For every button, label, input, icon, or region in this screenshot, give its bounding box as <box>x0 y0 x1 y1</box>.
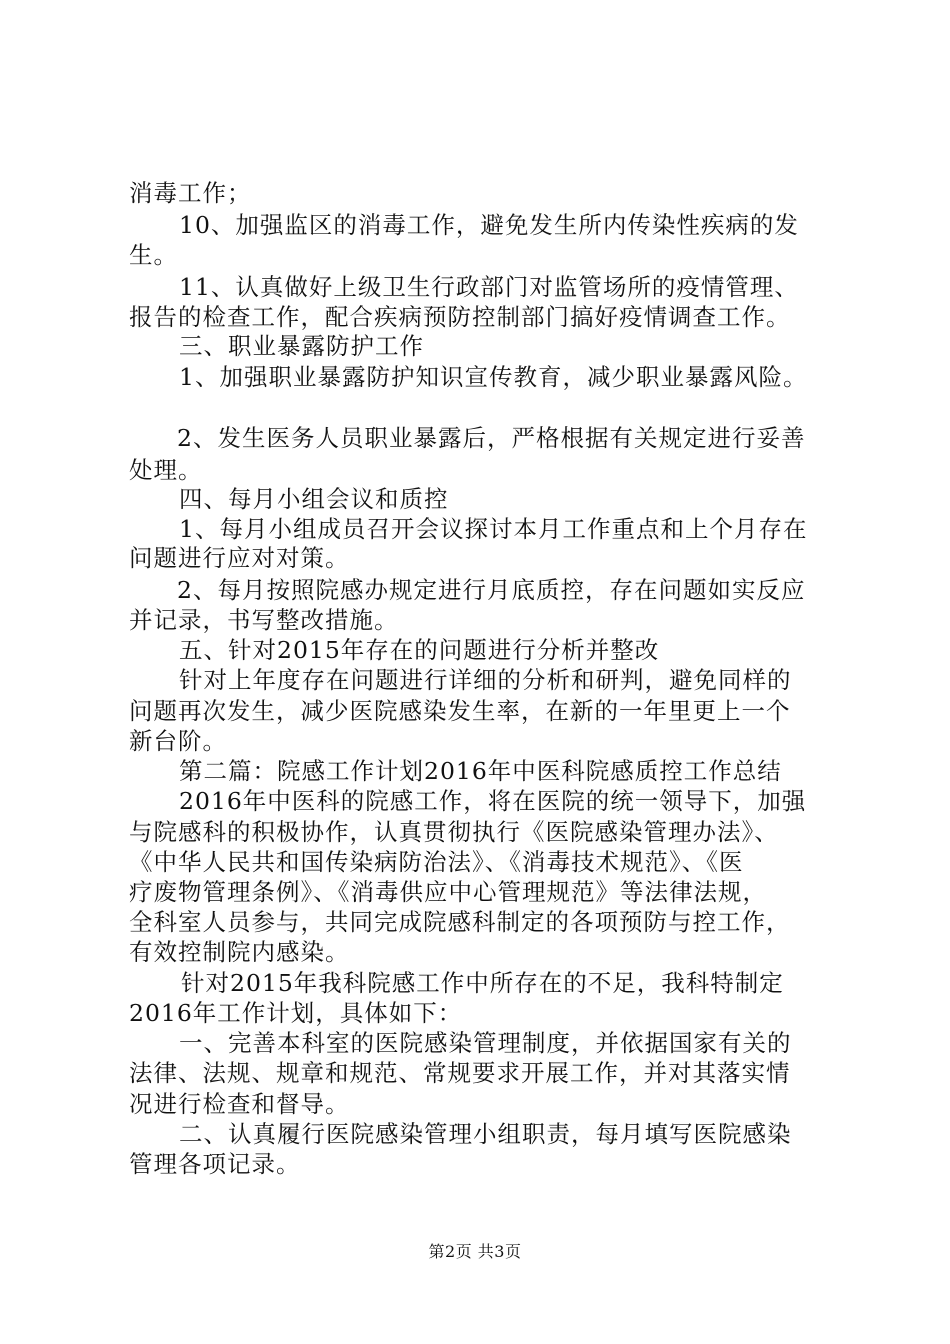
body-text-line: 11、认真做好上级卫生行政部门对监管场所的疫情管理、 <box>179 273 799 301</box>
body-text-line: 问题进行应对对策。 <box>129 544 350 572</box>
section-heading: 五、针对2015年存在的问题进行分析并整改 <box>179 636 660 664</box>
section-heading: 四、每月小组会议和质控 <box>179 485 449 513</box>
body-text-line: 与院感科的积极协作，认真贯彻执行《医院感染管理办法》、 <box>129 818 779 846</box>
body-text-line: 并记录，书写整改措施。 <box>129 606 399 634</box>
body-text-line: 二、认真履行医院感染管理小组职责，每月填写医院感染 <box>179 1120 792 1148</box>
body-text-line: 《中华人民共和国传染病防治法》、《消毒技术规范》、《医 <box>129 848 744 876</box>
body-text-line: 一、完善本科室的医院感染管理制度，并依据国家有关的 <box>179 1029 792 1057</box>
body-text-line: 法律、法规、规章和规范、常规要求开展工作，并对其落实情 <box>129 1059 791 1087</box>
body-text-line: 2016年中医科的院感工作，将在医院的统一领导下，加强 <box>179 787 807 815</box>
body-text-line: 全科室人员参与，共同完成院感科制定的各项预防与控工作， <box>129 908 791 936</box>
body-text-line: 1、加强职业暴露防护知识宣传教育，减少职业暴露风险。 <box>179 363 808 391</box>
body-text-line: 1、每月小组成员召开会议探讨本月工作重点和上个月存在 <box>179 515 808 543</box>
body-text-line: 新台阶。 <box>129 727 227 755</box>
body-text-line: 疗废物管理条例》、《消毒供应中心管理规范》等法律法规， <box>129 878 767 906</box>
body-text-line: 况进行检查和督导。 <box>129 1090 350 1118</box>
body-text-line: 有效控制院内感染。 <box>129 938 350 966</box>
body-text-line: 管理各项记录。 <box>129 1150 301 1178</box>
section-heading: 三、职业暴露防护工作 <box>179 332 424 360</box>
body-text-line: 针对2015年我科院感工作中所存在的不足，我科特制定 <box>181 969 784 997</box>
body-text-line: 2、每月按照院感办规定进行月底质控，存在问题如实反应 <box>177 576 806 604</box>
body-text-line: 报告的检查工作，配合疾病预防控制部门搞好疫情调查工作。 <box>129 303 791 331</box>
body-text-line: 2016年工作计划，具体如下： <box>129 999 463 1027</box>
body-text-line: 10、加强监区的消毒工作，避免发生所内传染性疾病的发 <box>179 211 799 239</box>
body-text-line: 2、发生医务人员职业暴露后，严格根据有关规定进行妥善 <box>177 424 806 452</box>
body-text-line: 针对上年度存在问题进行详细的分析和研判，避免同样的 <box>179 666 792 694</box>
page-number-footer: 第2页 共3页 <box>428 1242 522 1261</box>
body-text-line: 处理。 <box>129 456 203 484</box>
body-text-line: 问题再次发生，减少医院感染发生率，在新的一年里更上一个 <box>129 697 791 725</box>
chapter-heading: 第二篇：院感工作计划2016年中医科院感质控工作总结 <box>179 757 782 785</box>
body-text-line: 生。 <box>129 241 178 269</box>
body-text-line: 消毒工作； <box>129 179 252 207</box>
